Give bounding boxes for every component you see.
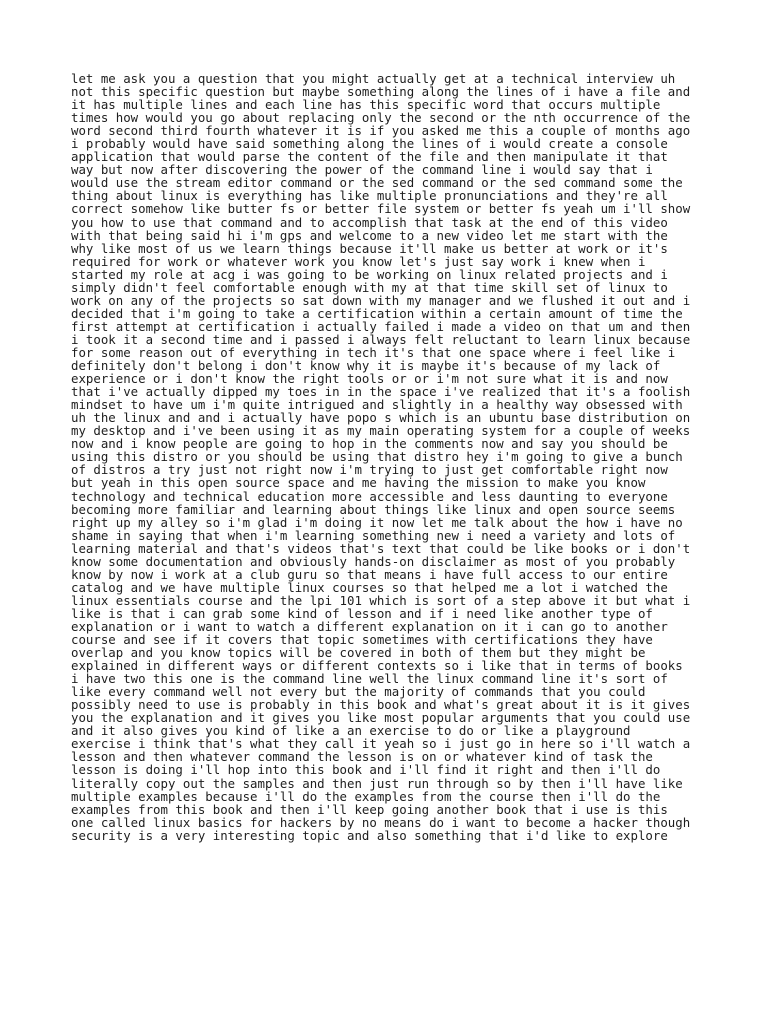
- text-line: using this distro or you should be using that distro hey i'm going to give a bunch: [71, 449, 683, 465]
- text-line: it has multiple lines and each line has this specific word that occurs multiple: [71, 97, 661, 113]
- text-line: like is that i can grab some kind of lesson and if i need like another type of: [71, 605, 653, 621]
- text-line: literally copy out the samples and then just run through so by then i'll have like: [71, 775, 683, 791]
- text-line: security is a very interesting topic and also something that i'd like to explore: [71, 827, 668, 843]
- text-line: like every command well not every but the majority of commands that you could: [71, 684, 646, 700]
- text-line: experience or i don't know the right tools or or i'm not sure what it is and now: [71, 371, 668, 387]
- text-line: know some documentation and obviously hands-on disclaimer as most of you probably: [71, 553, 676, 569]
- text-line: way but now after discovering the power of the command line i would say that i: [71, 162, 653, 178]
- text-line: work on any of the projects so sat down with my manager and we flushed it out and i: [71, 292, 691, 308]
- text-line: word second third fourth whatever it is if you asked me this a couple of months ago: [71, 123, 691, 139]
- text-line: one called linux basics for hackers by no means do i want to become a hacker though: [71, 814, 691, 830]
- text-line: you how to use that command and to accomplish that task at the end of this video: [71, 214, 668, 230]
- text-line: times how would you go about replacing only the second or the nth occurrence of the: [71, 110, 691, 126]
- text-line: becoming more familiar and learning about things like linux and open source seems: [71, 501, 676, 517]
- text-line: simply didn't feel comfortable enough with my at that time skill set of linux to: [71, 279, 668, 295]
- text-line: lesson and then whatever command the lesson is on or whatever kind of task the: [71, 749, 653, 765]
- text-line: explained in different ways or different contexts so i like that in terms of books: [71, 658, 683, 674]
- text-line: exercise i think that's what they call it yeah so i just go in here so i'll watch a: [71, 736, 691, 752]
- text-line: not this specific question but maybe something along the lines of i have a file and: [71, 84, 691, 100]
- text-line: you the explanation and it gives you like most popular arguments that you could use: [71, 710, 691, 726]
- text-line: catalog and we have multiple linux courses so that helped me a lot i watched the: [71, 579, 668, 595]
- text-line: uh the linux and and i actually have popo s which is an ubuntu base distribution on: [71, 410, 691, 426]
- text-line: now and i know people are going to hop in the comments now and say you should be: [71, 436, 668, 452]
- text-line: definitely don't belong i don't know why it is maybe it's because of my lack of: [71, 358, 661, 374]
- text-line: that i've actually dipped my toes in in the space i've realized that it's a foolish: [71, 384, 691, 400]
- text-line: started my role at acg i was going to be working on linux related projects and i: [71, 266, 668, 282]
- text-line: shame in saying that when i'm learning something new i need a variety and lots of: [71, 527, 676, 543]
- text-line: would use the stream editor command or the sed command or the sed command some the: [71, 175, 683, 191]
- text-line: but yeah in this open source space and me having the mission to make you know: [71, 475, 646, 491]
- text-line: required for work or whatever work you know let's just say work i knew when i: [71, 253, 646, 269]
- text-line: decided that i'm going to take a certification within a certain amount of time the: [71, 305, 683, 321]
- text-line: explanation or i want to watch a different explanation on it i can go to another: [71, 618, 668, 634]
- text-line: examples from this book and then i'll keep going another book that i use is this: [71, 801, 668, 817]
- text-line: and it also gives you kind of like a an exercise to do or like a playground: [71, 723, 631, 739]
- text-line: of distros a try just not right now i'm trying to just get comfortable right now: [71, 462, 668, 478]
- text-line: with that being said hi i'm gps and welcome to a new video let me start with the: [71, 227, 668, 243]
- text-line: mindset to have um i'm quite intrigued and slightly in a healthy way obsessed with: [71, 397, 683, 413]
- text-line: right up my alley so i'm glad i'm doing it now let me talk about the how i have no: [71, 514, 683, 530]
- text-line: possibly need to use is probably in this book and what's great about it is it gives: [71, 697, 691, 713]
- text-line: overlap and you know topics will be covered in both of them but they might be: [71, 645, 646, 661]
- text-line: course and see if it covers that topic sometimes with certifications they have: [71, 632, 653, 648]
- transcript-text: [71, 72, 731, 842]
- text-line: i took it a second time and i passed i always felt reluctant to learn linux because: [71, 331, 691, 347]
- text-line: thing about linux is everything has like multiple pronunciations and they're all: [71, 188, 668, 204]
- text-line: lesson is doing i'll hop into this book and i'll find it right and then i'll do: [71, 762, 661, 778]
- text-line: for some reason out of everything in tech it's that one space where i feel like i: [71, 344, 676, 360]
- text-line: i have two this one is the command line well the linux command line it's sort of: [71, 671, 668, 687]
- text-line: application that would parse the content of the file and then manipulate it that: [71, 149, 668, 165]
- text-line: i probably would have said something along the lines of i would create a console: [71, 136, 668, 152]
- text-line: multiple examples because i'll do the examples from the course then i'll do the: [71, 788, 661, 804]
- text-line: why like most of us we learn things because it'll make us better at work or it's: [71, 240, 668, 256]
- text-line: first attempt at certification i actually failed i made a video on that um and then: [71, 318, 691, 334]
- text-line: technology and technical education more accessible and less daunting to everyone: [71, 488, 668, 504]
- text-line: correct somehow like butter fs or better file system or better fs yeah um i'll show: [71, 201, 691, 217]
- text-line: learning material and that's videos that's text that could be like books or i don't: [71, 540, 691, 556]
- text-line: know by now i work at a club guru so that means i have full access to our entire: [71, 566, 668, 582]
- text-line: linux essentials course and the lpi 101 which is sort of a step above it but what i: [71, 592, 691, 608]
- text-line: my desktop and i've been using it as my main operating system for a couple of weeks: [71, 423, 691, 439]
- text-line: let me ask you a question that you might actually get at a technical interview uh: [71, 71, 676, 86]
